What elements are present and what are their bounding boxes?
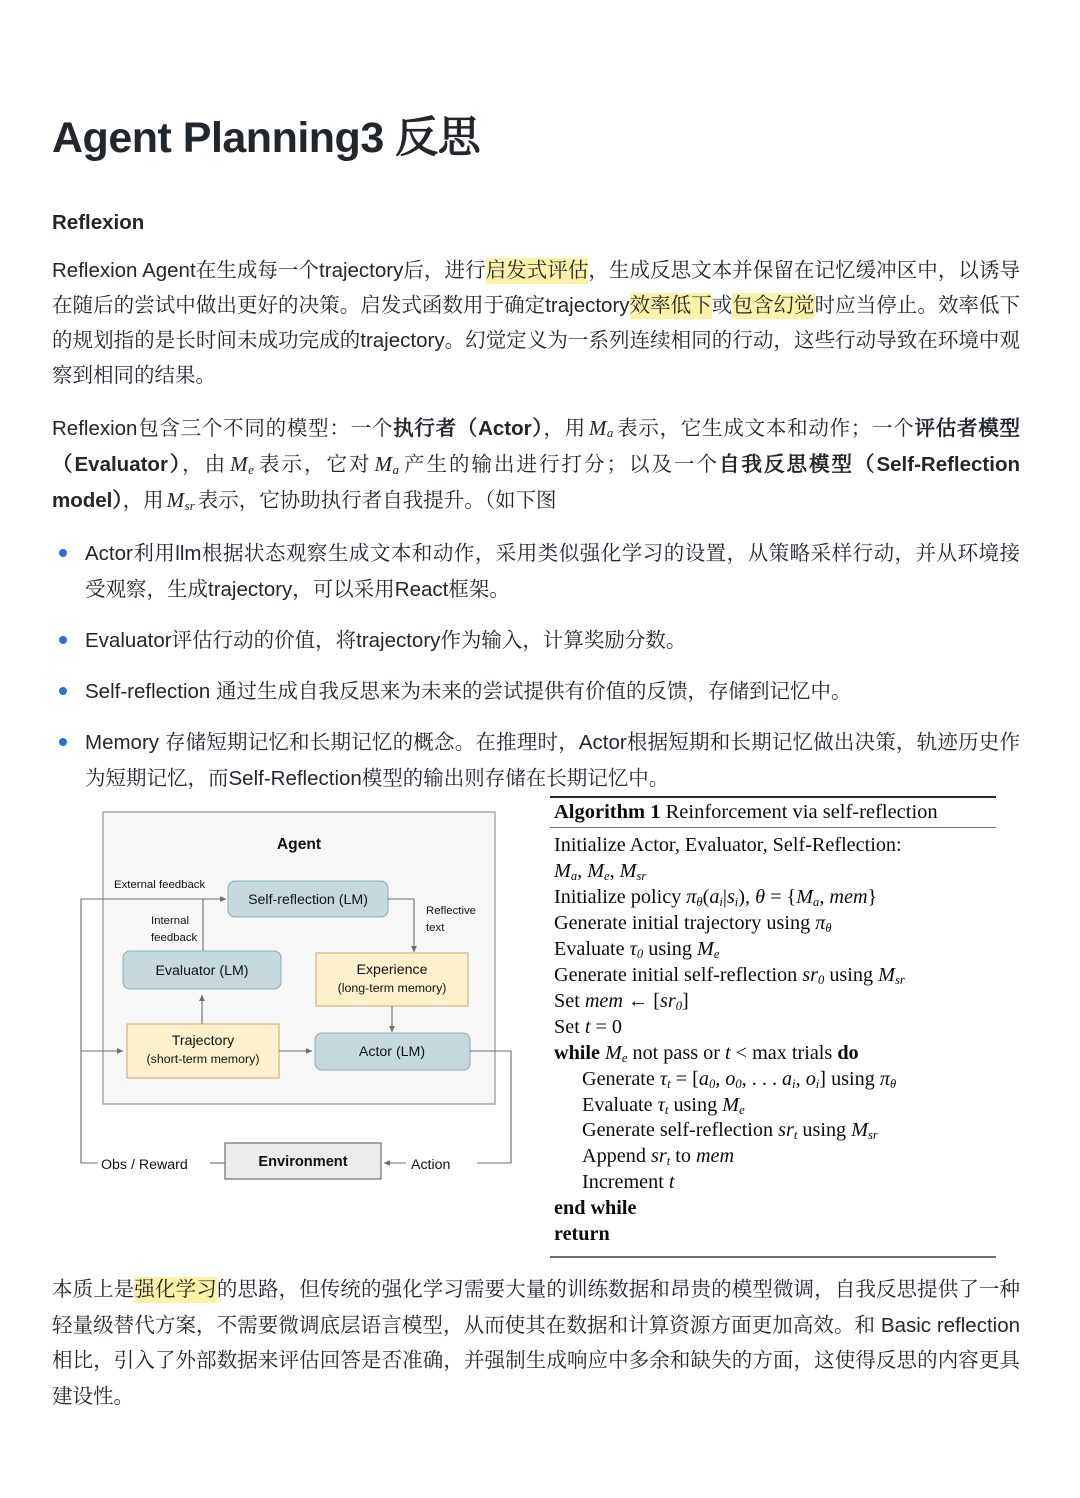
math-ma-1: $M_a$ bbox=[588, 415, 614, 441]
figure-row bbox=[0, 790, 1080, 1260]
p1-seg4: 时应当停止。效率低下的规划指的是长时间未成功完成的trajectory。幻觉定义为一系列连续相同的行动，这些行动导致在环境中观察到相同的结果。 bbox=[52, 293, 1021, 388]
page-title: Agent Planning3 反思 bbox=[52, 114, 481, 162]
environment-label: Environment bbox=[258, 1154, 348, 1170]
algorithm-block bbox=[550, 796, 996, 1258]
algo-line-4: Generate initial trajectory using $\pi_\theta$ bbox=[554, 911, 832, 935]
algorithm-bottom-rule bbox=[550, 1256, 996, 1258]
algo-line-15: end while bbox=[554, 1197, 637, 1220]
algorithm-heading bbox=[550, 798, 996, 827]
agent-title-label: Agent bbox=[276, 836, 322, 853]
list-item: Actor利用llm根据状态观察生成文本和动作，采用类似强化学习的设置，从策略采样行动，并从环境接受观察，生成trajectory，可以采用React框架。 bbox=[52, 536, 1020, 607]
p2-s5: 表示，它对 bbox=[256, 452, 372, 476]
internal-feedback-label-2: feedback bbox=[151, 932, 198, 944]
p2-bold-actor: 执行者（Actor） bbox=[393, 416, 544, 440]
experience-box bbox=[316, 953, 468, 1006]
list-item: Self-reflection 通过生成自我反思来为未来的尝试提供有价值的反馈，存储到记忆中。 bbox=[52, 674, 1020, 709]
algo-line-8: Set t = 0 bbox=[554, 1015, 623, 1038]
algo-line-7: Set mem ← $[sr_0]$ bbox=[554, 989, 689, 1013]
trajectory-label-1: Trajectory bbox=[171, 1033, 235, 1049]
algo-line-9: while $M_e$ not pass or t < max trials do bbox=[554, 1041, 859, 1065]
algo-line-16: return bbox=[554, 1223, 610, 1246]
external-feedback-label: External feedback bbox=[114, 879, 206, 891]
p1-seg1: Reflexion Agent在生成每一个trajectory后，进行 bbox=[52, 258, 486, 282]
internal-feedback-label-1: Internal bbox=[151, 915, 189, 927]
algo-line-2: $M_a$, $M_e$, $M_{sr}$ bbox=[554, 859, 647, 883]
math-msr: $M_{sr}$ bbox=[166, 488, 195, 513]
algo-line-5: Evaluate $\tau_0$ using $M_e$ bbox=[554, 937, 720, 961]
algorithm-title: Reinforcement via self-reflection bbox=[665, 801, 938, 823]
algorithm-number: Algorithm 1 bbox=[554, 801, 661, 823]
p1-seg3: 或 bbox=[711, 293, 733, 317]
reflective-text-label-1: Reflective bbox=[426, 905, 477, 917]
p2-bold-evaluator: 评估者模型（Evaluator） bbox=[52, 416, 1021, 476]
algo-line-11: Evaluate $\tau_t$ using $M_e$ bbox=[582, 1093, 745, 1117]
p2-s1: Reflexion包含三个不同的模型：一个 bbox=[52, 416, 394, 440]
algo-line-1: Initialize Actor, Evaluator, Self-Reflection: bbox=[554, 834, 902, 856]
algo-line-13: Append $sr_t$ to mem bbox=[582, 1145, 735, 1169]
math-ma-2: $M_a$ bbox=[374, 451, 399, 477]
highlight-inefficient: 效率低下 bbox=[629, 293, 712, 317]
p2-s2: ，用 bbox=[543, 416, 586, 440]
list-item: Evaluator评估行动的价值，将trajectory作为输入，计算奖励分数。 bbox=[52, 623, 1020, 658]
algo-line-14: Increment t bbox=[582, 1171, 675, 1194]
paragraph-1 bbox=[52, 253, 1020, 394]
p2-bold-selfreflection: 自我反思模型（Self-Reflection model） bbox=[52, 452, 1020, 512]
algo-line-3: Initialize policy $\pi_\theta(a_i|s_i)$, $\theta = \{M_a$, mem} bbox=[554, 885, 878, 909]
list-item: Memory 存储短期记忆和长期记忆的概念。在推理时，Actor根据短期和长期记忆做出决策，轨迹历史作为短期记忆，而Self-Reflection模型的输出则存储在长期记忆中。 bbox=[52, 725, 1020, 796]
trajectory-label-2: (short-term memory) bbox=[146, 1052, 260, 1066]
p2-s3: 表示，它生成文本和动作；一个 bbox=[616, 416, 915, 440]
algo-line-12: Generate self-reflection $sr_t$ using $M_{sr}$ bbox=[582, 1119, 878, 1143]
closing-seg1: 本质上是 bbox=[52, 1278, 135, 1301]
highlight-hallucination: 包含幻觉 bbox=[732, 293, 815, 317]
algorithm-body bbox=[550, 828, 996, 1252]
p1-seg2: ，生成反思文本并保留在记忆缓冲区中，以诱导在随后的尝试中做出更好的决策。启发式函数用于确定trajectory bbox=[52, 258, 1021, 317]
actor-label: Actor (LM) bbox=[358, 1044, 426, 1060]
algo-line-6: Generate initial self-reflection $sr_0$ using $M_{sr}$ bbox=[554, 963, 905, 987]
evaluator-label: Evaluator (LM) bbox=[155, 963, 249, 979]
closing-seg2: 的思路，但传统的强化学习需要大量的训练数据和昂贵的模型微调，自我反思提供了一种轻量级替代方案，不需要微调底层语言模型，从而使其在数据和计算资源方面更加高效。和 Basic reflection 相比，引入了外部数据来评估回答是否准确，并强制生成响应中多余和缺失的方面，这使得反思的内容更具建设性。 bbox=[52, 1278, 1021, 1408]
obs-reward-path bbox=[81, 899, 98, 1163]
p2-s4: ，由 bbox=[182, 452, 228, 476]
bullet-list bbox=[52, 536, 1020, 796]
highlight-reinforcement-learning: 强化学习 bbox=[134, 1278, 217, 1301]
self-reflection-label: Self-reflection (LM) bbox=[248, 892, 368, 908]
paragraph-2 bbox=[52, 410, 1020, 519]
action-label: Action bbox=[411, 1157, 451, 1173]
reflective-text-label-2: text bbox=[426, 922, 445, 934]
math-me: $M_e$ bbox=[230, 451, 254, 477]
algo-line-10: Generate $\tau_t = [a_0$, $o_0$, . . . $a_i$, $o_i$] using $\pi_\theta$ bbox=[582, 1067, 897, 1091]
p2-s8: 表示，它协助执行者自我提升。（如下图 bbox=[197, 489, 557, 512]
closing-section bbox=[52, 1272, 1020, 1415]
agent-architecture-diagram bbox=[78, 796, 523, 1201]
section-heading: Reflexion bbox=[52, 210, 145, 234]
experience-label-1: Experience bbox=[356, 962, 428, 978]
experience-label-2: (long-term memory) bbox=[337, 981, 447, 995]
p2-s6: 产生的输出进行打分；以及一个 bbox=[401, 452, 719, 476]
closing-paragraph bbox=[52, 1272, 1020, 1415]
highlight-heuristic-eval: 启发式评估 bbox=[485, 258, 589, 282]
obs-reward-label: Obs / Reward bbox=[101, 1157, 188, 1173]
document-content bbox=[52, 0, 1020, 796]
p2-s7: ，用 bbox=[122, 489, 164, 512]
